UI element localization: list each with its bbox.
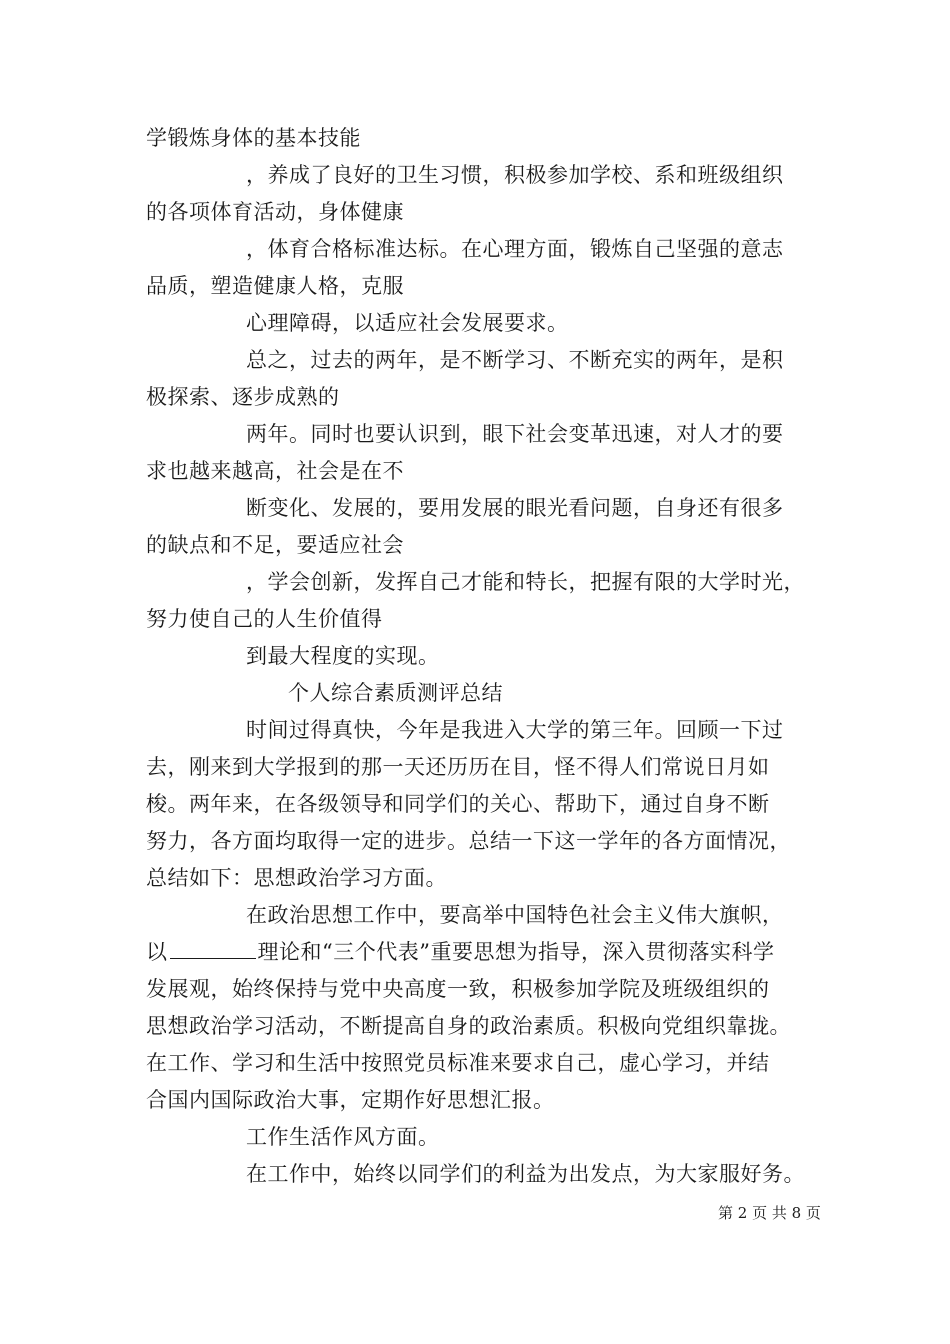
text-line: 总结如下：思想政治学习方面。 (146, 866, 447, 890)
text-line: 梭。两年来，在各级领导和同学们的关心、帮助下，通过自身不断 (146, 792, 770, 816)
text-fragment: 以 (146, 940, 168, 964)
text-line: 在工作中，始终以同学们的利益为出发点，为大家服好务。 (246, 1162, 805, 1186)
text-line: 品质，塑造健康人格，克服 (146, 274, 404, 298)
text-line: 努力使自己的人生价值得 (146, 607, 383, 631)
text-line: 努力，各方面均取得一定的进步。总结一下这一学年的各方面情况， (146, 829, 791, 853)
text-line: 极探索、逐步成熟的 (146, 385, 340, 409)
text-line: 心理障碍，以适应社会发展要求。 (246, 311, 569, 335)
text-line: 去，刚来到大学报到的那一天还历历在目，怪不得人们常说日月如 (146, 755, 770, 779)
fill-in-blank (170, 940, 256, 959)
text-line: 学锻炼身体的基本技能 (146, 126, 361, 150)
text-line: 断变化、发展的，要用发展的眼光看问题，自身还有很多 (246, 496, 784, 520)
section-heading: 个人综合素质测评总结 (288, 681, 503, 705)
text-line: 发展观，始终保持与党中央高度一致，积极参加学院及班级组织的 (146, 977, 770, 1001)
text-line: ，体育合格标准达标。在心理方面，锻炼自己坚强的意志 (246, 237, 784, 261)
page-number: 第 2 页 共 8 页 (718, 1204, 821, 1222)
text-line: 两年。同时也要认识到，眼下社会变革迅速，对人才的要 (246, 422, 784, 446)
text-line: 求也越来越高，社会是在不 (146, 459, 404, 483)
text-line: ，学会创新，发挥自己才能和特长，把握有限的大学时光， (246, 570, 805, 594)
text-line: 工作生活作风方面。 (246, 1125, 440, 1149)
text-line: 合国内国际政治大事，定期作好思想汇报。 (146, 1088, 555, 1112)
text-line: 思想政治学习活动，不断提高自身的政治素质。积极向党组织靠拢。 (146, 1014, 791, 1038)
text-line: 时间过得真快，今年是我进入大学的第三年。回顾一下过 (246, 718, 784, 742)
text-fragment: 理论和“三个代表”重要思想为指导，深入贯彻落实科学 (257, 940, 775, 964)
text-line: 在政治思想工作中，要高举中国特色社会主义伟大旗帜， (246, 903, 784, 927)
text-line: 到最大程度的实现。 (246, 644, 440, 668)
text-line: 的缺点和不足，要适应社会 (146, 533, 404, 557)
text-line: 总之，过去的两年，是不断学习、不断充实的两年，是积 (246, 348, 784, 372)
text-line-with-blank (146, 937, 774, 967)
text-line: 在工作、学习和生活中按照党员标准来要求自己，虚心学习，并结 (146, 1051, 770, 1075)
text-line: ，养成了良好的卫生习惯，积极参加学校、系和班级组织 (246, 163, 784, 187)
text-line: 的各项体育活动，身体健康 (146, 200, 404, 224)
